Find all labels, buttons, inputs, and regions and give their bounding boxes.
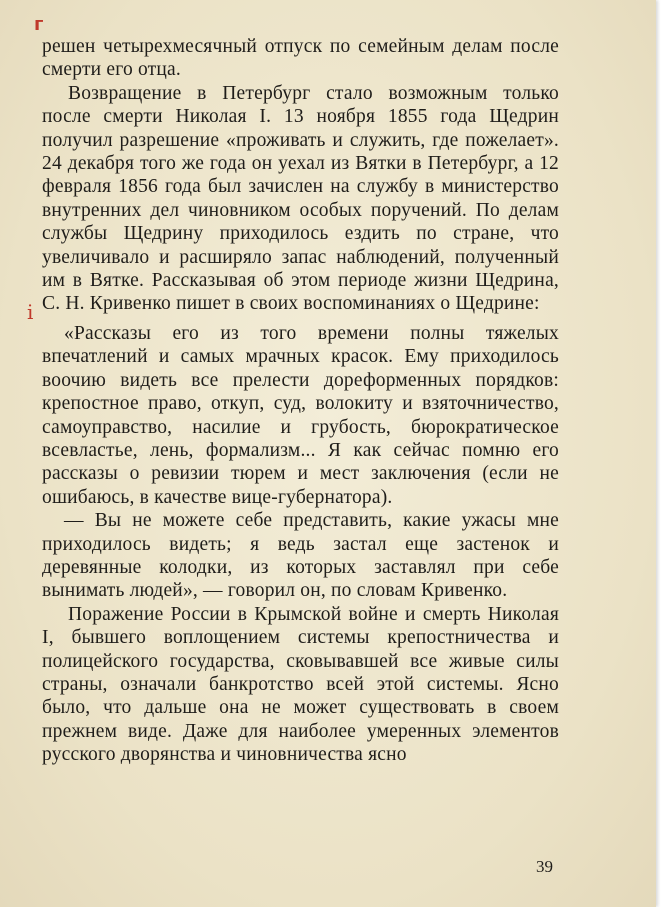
body-text [42, 35, 559, 767]
page-number: 39 [536, 857, 553, 876]
paragraph-dialog: — Вы не можете себе представить, какие ужасы мне приходилось видеть; я ведь застал еще застенок и деревянные колодки, из которых заставлял при себе вынимать людей», — говорил он, по словам Кривенко. [42, 510, 559, 602]
red-pencil-corner-mark: г [34, 14, 44, 35]
red-pencil-margin-mark: i [27, 300, 34, 324]
paragraph-continuation: решен четырехмесячный отпуск по семейным делам после смерти его отца. [42, 36, 559, 81]
paragraph-krivenko-quote: «Рассказы его из того времени полны тяжелых впечатлений и самых мрачных красок. Ему приходилось воочию видеть все прелести дореформенных порядков: крепостное право, откуп, суд, волокиту и взяточничество, самоуправство, насилие и грубость, бюрократическое всевластье, лень, формализм... Я как сейчас помню его рассказы о ревизии тюрем и мест заключения (если не ошибаюсь, в качестве вице-губернатора). [42, 322, 559, 508]
paragraph-return-to-petersburg: Возвращение в Петербург стало возможным только после смерти Николая I. 13 ноября 1855 года Щедрин получил разрешение «проживать и служить, где пожелает». 24 декабря того же года он уехал из Вятки в Петербург, а 12 февраля 1856 года был зачислен на службу в министерство внутренних дел чиновником особых поручений. По делам службы Щедрину приходилось ездить по стране, что увеличивало и расширяло запас наблюдений, полученный им в Вятке. Рассказывая об этом периоде жизни Щедрина, С. Н. Кривенко пишет в своих воспоминаниях о Щедрине: [42, 82, 559, 315]
paragraph-crimean-war: Поражение России в Крымской войне и смерть Николая I, бывшего воплощением системы крепостничества и полицейского государства, сковывавшей все живые силы страны, означали банкротство всей этой системы. Ясно было, что дальше она не может существовать в своем прежнем виде. Даже для наиболее умеренных элементов русского дворянства и чиновничества ясно [42, 603, 559, 766]
